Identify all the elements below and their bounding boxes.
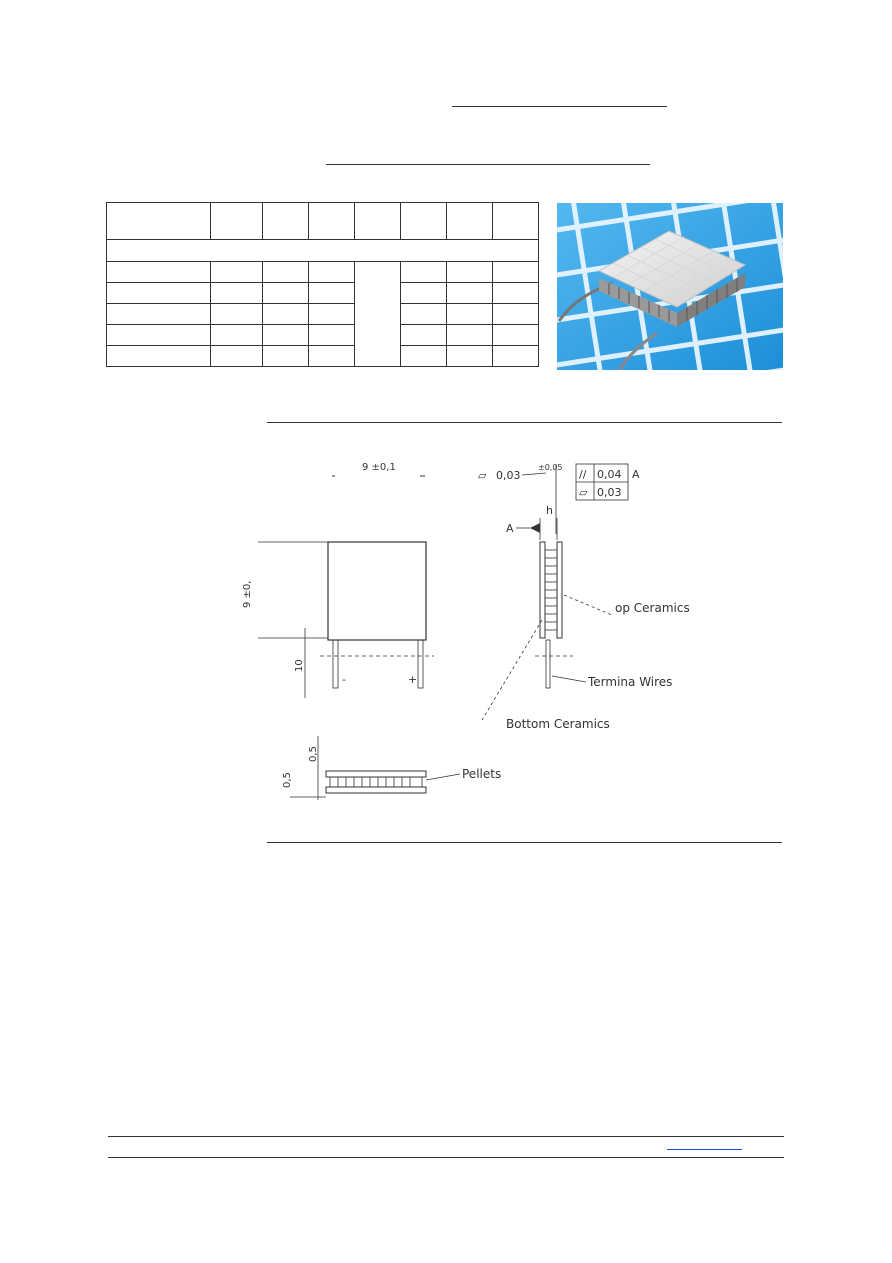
flatness-frame-tolerance: 0,03 bbox=[597, 486, 622, 499]
table-header-cell bbox=[263, 203, 309, 240]
footer-link-underline[interactable] bbox=[667, 1149, 742, 1150]
pellets-label: Pellets bbox=[462, 767, 502, 781]
drawing-top-rule bbox=[267, 422, 782, 423]
table-cell bbox=[107, 325, 211, 346]
table-cell bbox=[211, 262, 263, 283]
front-view-body bbox=[328, 542, 426, 640]
title-underline bbox=[452, 106, 667, 107]
table-cell bbox=[263, 262, 309, 283]
table-section-row bbox=[107, 240, 539, 262]
bottom-ceramics-label: Bottom Ceramics bbox=[506, 717, 610, 731]
table-cell bbox=[401, 283, 447, 304]
datum-reference: A bbox=[632, 468, 640, 481]
table-header-cell bbox=[107, 203, 211, 240]
side-view-wire bbox=[546, 640, 550, 688]
thickness-tolerance: ±0,05 bbox=[538, 463, 563, 472]
table-cell bbox=[447, 346, 493, 367]
table-cell bbox=[493, 346, 539, 367]
svg-text://: // bbox=[579, 468, 587, 481]
table-cell bbox=[107, 346, 211, 367]
table-cell bbox=[263, 304, 309, 325]
section-top-ceramic bbox=[326, 771, 426, 777]
lead-length-dimension: 10 bbox=[294, 659, 305, 672]
product-photo bbox=[557, 203, 783, 370]
table-cell bbox=[263, 283, 309, 304]
table-cell bbox=[447, 283, 493, 304]
table-cell bbox=[211, 325, 263, 346]
table-cell bbox=[309, 304, 355, 325]
table-cell bbox=[263, 346, 309, 367]
peltier-module-illustration bbox=[557, 203, 783, 370]
section-bottom-ceramic bbox=[326, 787, 426, 793]
table-cell bbox=[493, 262, 539, 283]
table-cell bbox=[309, 262, 355, 283]
table-cell bbox=[107, 262, 211, 283]
minus-label: - bbox=[342, 673, 346, 686]
table-cell bbox=[107, 304, 211, 325]
top-ceramics-label: op Ceramics bbox=[615, 601, 690, 615]
table-cell bbox=[211, 283, 263, 304]
table-header-cell bbox=[211, 203, 263, 240]
bottom-thickness-dimension: 0,5 bbox=[282, 772, 293, 788]
subtitle-underline bbox=[326, 164, 650, 165]
table-cell bbox=[493, 325, 539, 346]
terminal-wires-label: Termina Wires bbox=[588, 675, 673, 689]
footer-top-rule bbox=[108, 1136, 784, 1137]
section-pellets bbox=[330, 777, 422, 787]
table-cell bbox=[309, 325, 355, 346]
datum-arrow-label: A bbox=[506, 522, 514, 535]
flatness-tolerance: 0,03 bbox=[496, 469, 521, 482]
table-cell bbox=[447, 304, 493, 325]
table-header-cell bbox=[447, 203, 493, 240]
height-dimension: 9 ±0, bbox=[242, 580, 253, 608]
plus-label: + bbox=[408, 673, 418, 686]
table-cell bbox=[447, 262, 493, 283]
table-cell bbox=[401, 346, 447, 367]
table-cell bbox=[107, 283, 211, 304]
table-header-cell bbox=[493, 203, 539, 240]
table-header-cell bbox=[355, 203, 401, 240]
side-view-top-ceramic bbox=[557, 542, 562, 638]
table-cell bbox=[211, 346, 263, 367]
thickness-h-label: h bbox=[546, 504, 553, 517]
table-cell bbox=[263, 325, 309, 346]
table-merged-cell bbox=[355, 262, 401, 367]
drawing-bottom-rule bbox=[267, 842, 782, 843]
width-dimension: 9 ±0,1 bbox=[362, 462, 396, 473]
table-cell bbox=[401, 325, 447, 346]
table-cell bbox=[309, 283, 355, 304]
table-cell bbox=[309, 346, 355, 367]
side-view-bottom-ceramic bbox=[540, 542, 545, 638]
lead-plus bbox=[418, 640, 423, 688]
table-cell bbox=[447, 325, 493, 346]
table-cell bbox=[211, 304, 263, 325]
table-cell bbox=[401, 304, 447, 325]
table-header-cell bbox=[309, 203, 355, 240]
specs-table bbox=[106, 202, 539, 367]
ceramic-thickness-dimension: 0,5 bbox=[308, 746, 319, 762]
table-cell bbox=[493, 304, 539, 325]
parallel-tolerance: 0,04 bbox=[597, 468, 622, 481]
technical-drawing bbox=[220, 440, 740, 820]
footer-bottom-rule bbox=[108, 1157, 784, 1158]
table-cell bbox=[493, 283, 539, 304]
table-header-cell bbox=[401, 203, 447, 240]
lead-minus bbox=[333, 640, 338, 688]
svg-text:⏥: ⏥ bbox=[478, 469, 487, 482]
svg-text:▱: ▱ bbox=[579, 486, 588, 499]
table-cell bbox=[401, 262, 447, 283]
